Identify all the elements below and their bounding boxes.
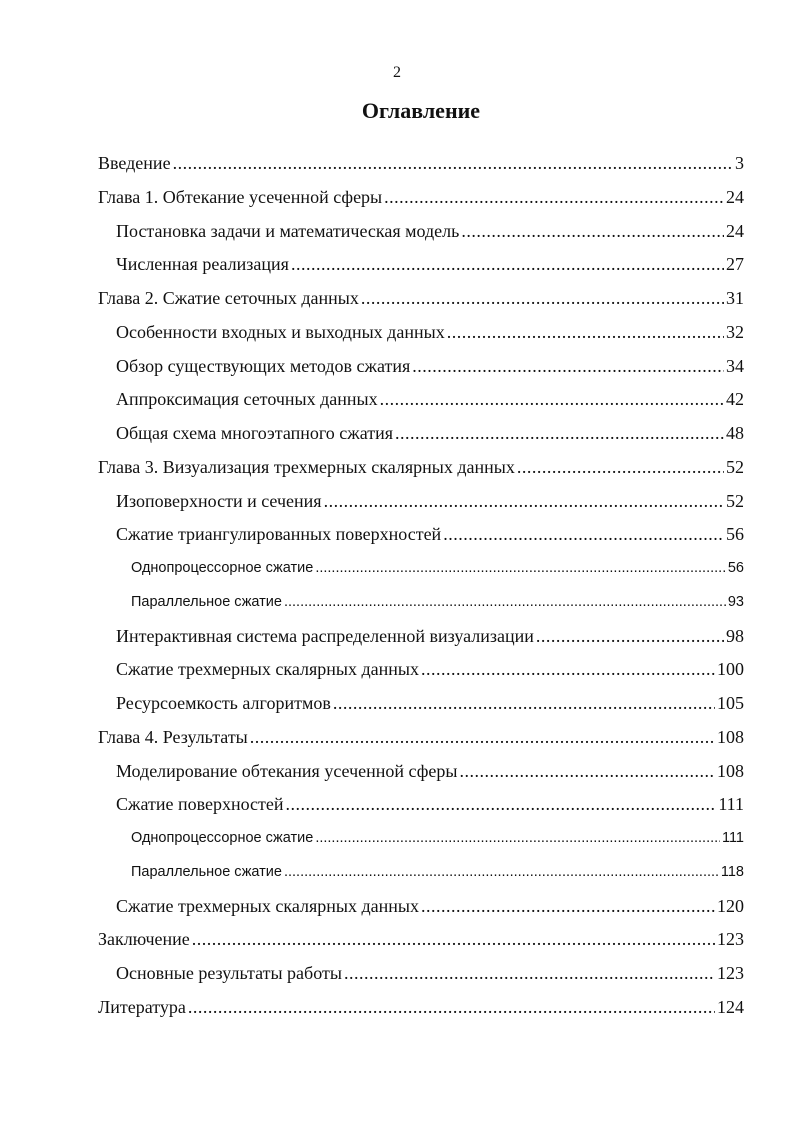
toc-dot-leader bbox=[173, 147, 733, 181]
toc-dot-leader bbox=[192, 923, 715, 957]
toc-dot-leader bbox=[459, 755, 715, 789]
toc-entry-title: Однопроцессорное сжатие bbox=[131, 830, 314, 846]
toc-entry-title: Особенности входных и выходных данных bbox=[116, 321, 445, 342]
toc-entry[interactable] bbox=[98, 552, 744, 586]
toc-entry-page-number: 108 bbox=[717, 760, 744, 781]
page-title: Оглавление bbox=[361, 98, 481, 123]
toc-entry[interactable] bbox=[98, 923, 744, 957]
toc-dot-leader bbox=[315, 822, 720, 856]
page-number: 2 bbox=[393, 64, 401, 81]
toc-dot-leader bbox=[517, 451, 724, 485]
toc-entry-title: Введение bbox=[98, 153, 171, 173]
toc-entry-page-number: 123 bbox=[717, 929, 744, 950]
toc-dot-leader bbox=[380, 383, 724, 417]
toc-entry-page-number: 124 bbox=[717, 996, 744, 1017]
toc-entry[interactable] bbox=[98, 147, 744, 181]
toc-entry-page-number: 108 bbox=[717, 726, 744, 747]
toc-dot-leader bbox=[421, 653, 715, 687]
toc-entry-title: Однопроцессорное сжатие bbox=[131, 560, 314, 576]
toc-entry[interactable] bbox=[98, 957, 744, 991]
toc-entry-page-number: 3 bbox=[735, 153, 744, 173]
toc-entry-title: Заключение bbox=[98, 929, 190, 950]
toc-entry-title: Глава 1. Обтекание усеченной сферы bbox=[98, 186, 383, 207]
toc-dot-leader bbox=[333, 687, 715, 721]
toc-dot-leader bbox=[395, 417, 724, 451]
toc-entry[interactable] bbox=[98, 687, 744, 721]
toc-entry[interactable] bbox=[98, 856, 744, 890]
toc-entry[interactable] bbox=[98, 485, 744, 519]
toc-entry-title: Сжатие трехмерных скалярных данных bbox=[116, 659, 420, 680]
toc-entry-title: Интерактивная система распределенной визуализации bbox=[116, 625, 534, 646]
toc-entry-page-number: 24 bbox=[726, 186, 744, 207]
toc-entry[interactable] bbox=[98, 181, 744, 215]
toc-entry-title: Сжатие поверхностей bbox=[116, 794, 284, 815]
toc-entry-title: Основные результаты работы bbox=[116, 963, 342, 983]
toc-entry[interactable] bbox=[98, 383, 744, 417]
toc-dot-leader bbox=[250, 721, 715, 755]
toc-dot-leader bbox=[188, 991, 715, 1025]
toc-entry[interactable] bbox=[98, 518, 744, 552]
toc-entry-title: Сжатие трехмерных скалярных данных bbox=[116, 895, 420, 916]
toc-dot-leader bbox=[412, 350, 724, 384]
toc-entry[interactable] bbox=[98, 890, 744, 924]
toc-entry-title: Постановка задачи и математическая модель bbox=[116, 220, 460, 241]
toc-dot-leader bbox=[461, 215, 724, 249]
toc-entry[interactable] bbox=[98, 653, 744, 687]
toc-entry-title: Глава 4. Результаты bbox=[98, 726, 248, 747]
toc-entry-title: Параллельное сжатие bbox=[131, 593, 282, 610]
toc-dot-leader bbox=[421, 890, 715, 924]
toc-entry[interactable] bbox=[98, 991, 744, 1025]
toc-entry[interactable] bbox=[98, 822, 744, 856]
toc-entry-title: Глава 2. Сжатие сеточных данных bbox=[98, 288, 359, 308]
toc-entry-page-number: 118 bbox=[720, 863, 744, 880]
toc-entry-page-number: 52 bbox=[726, 456, 744, 477]
toc-entry-page-number: 56 bbox=[727, 560, 744, 576]
toc-entry-page-number: 24 bbox=[726, 220, 744, 241]
toc-entry-title: Обзор существующих методов сжатия bbox=[116, 355, 411, 376]
toc-dot-leader bbox=[536, 620, 724, 654]
toc-dot-leader bbox=[443, 518, 724, 552]
toc-dot-leader bbox=[291, 248, 724, 282]
toc-entry-page-number: 34 bbox=[726, 355, 744, 376]
toc-entry-title: Литература bbox=[98, 996, 186, 1017]
toc-entry-page-number: 120 bbox=[717, 895, 744, 916]
toc-dot-leader bbox=[284, 586, 726, 620]
toc-entry[interactable] bbox=[98, 755, 744, 789]
toc-entry-page-number: 42 bbox=[726, 389, 744, 410]
toc-entry-title: Параллельное сжатие bbox=[131, 863, 282, 880]
toc-entry-title: Аппроксимация сеточных данных bbox=[116, 389, 378, 410]
toc-entry-page-number: 32 bbox=[726, 321, 744, 342]
toc-entry-page-number: 93 bbox=[727, 593, 744, 610]
toc-entry-page-number: 105 bbox=[717, 693, 744, 713]
table-of-contents bbox=[98, 147, 744, 1025]
toc-entry-page-number: 111 bbox=[721, 830, 744, 846]
toc-entry-title: Ресурсоемкость алгоритмов bbox=[116, 693, 331, 713]
toc-dot-leader bbox=[324, 485, 724, 519]
toc-entry[interactable] bbox=[98, 586, 744, 620]
toc-entry-title: Общая схема многоэтапного сжатия bbox=[116, 423, 394, 443]
toc-entry[interactable] bbox=[98, 417, 744, 451]
toc-entry-page-number: 123 bbox=[717, 963, 744, 983]
toc-entry-title: Моделирование обтекания усеченной сферы bbox=[116, 760, 458, 781]
toc-entry[interactable] bbox=[98, 215, 744, 249]
toc-entry-title: Численная реализация bbox=[116, 254, 289, 275]
toc-dot-leader bbox=[315, 552, 726, 586]
toc-entry[interactable] bbox=[98, 282, 744, 316]
toc-entry[interactable] bbox=[98, 316, 744, 350]
toc-entry[interactable] bbox=[98, 451, 744, 485]
toc-entry[interactable] bbox=[98, 788, 744, 822]
toc-dot-leader bbox=[384, 181, 724, 215]
toc-entry[interactable] bbox=[98, 721, 744, 755]
toc-entry-title: Изоповерхности и сечения bbox=[116, 490, 322, 511]
toc-entry-page-number: 48 bbox=[726, 423, 744, 443]
toc-entry[interactable] bbox=[98, 248, 744, 282]
toc-dot-leader bbox=[447, 316, 724, 350]
toc-entry-page-number: 56 bbox=[726, 524, 744, 545]
toc-dot-leader bbox=[286, 788, 717, 822]
toc-entry-page-number: 100 bbox=[717, 659, 744, 680]
toc-entry-title: Глава 3. Визуализация трехмерных скалярных данных bbox=[98, 456, 515, 477]
toc-entry[interactable] bbox=[98, 350, 744, 384]
toc-dot-leader bbox=[284, 856, 719, 890]
toc-dot-leader bbox=[361, 282, 724, 316]
toc-entry-title: Сжатие триангулированных поверхностей bbox=[116, 524, 442, 545]
toc-entry[interactable] bbox=[98, 620, 744, 654]
toc-entry-page-number: 31 bbox=[726, 288, 744, 308]
toc-entry-page-number: 52 bbox=[726, 490, 744, 511]
toc-entry-page-number: 27 bbox=[726, 254, 744, 275]
toc-entry-page-number: 98 bbox=[726, 625, 744, 646]
toc-entry-page-number: 111 bbox=[718, 794, 744, 815]
toc-dot-leader bbox=[344, 957, 715, 991]
